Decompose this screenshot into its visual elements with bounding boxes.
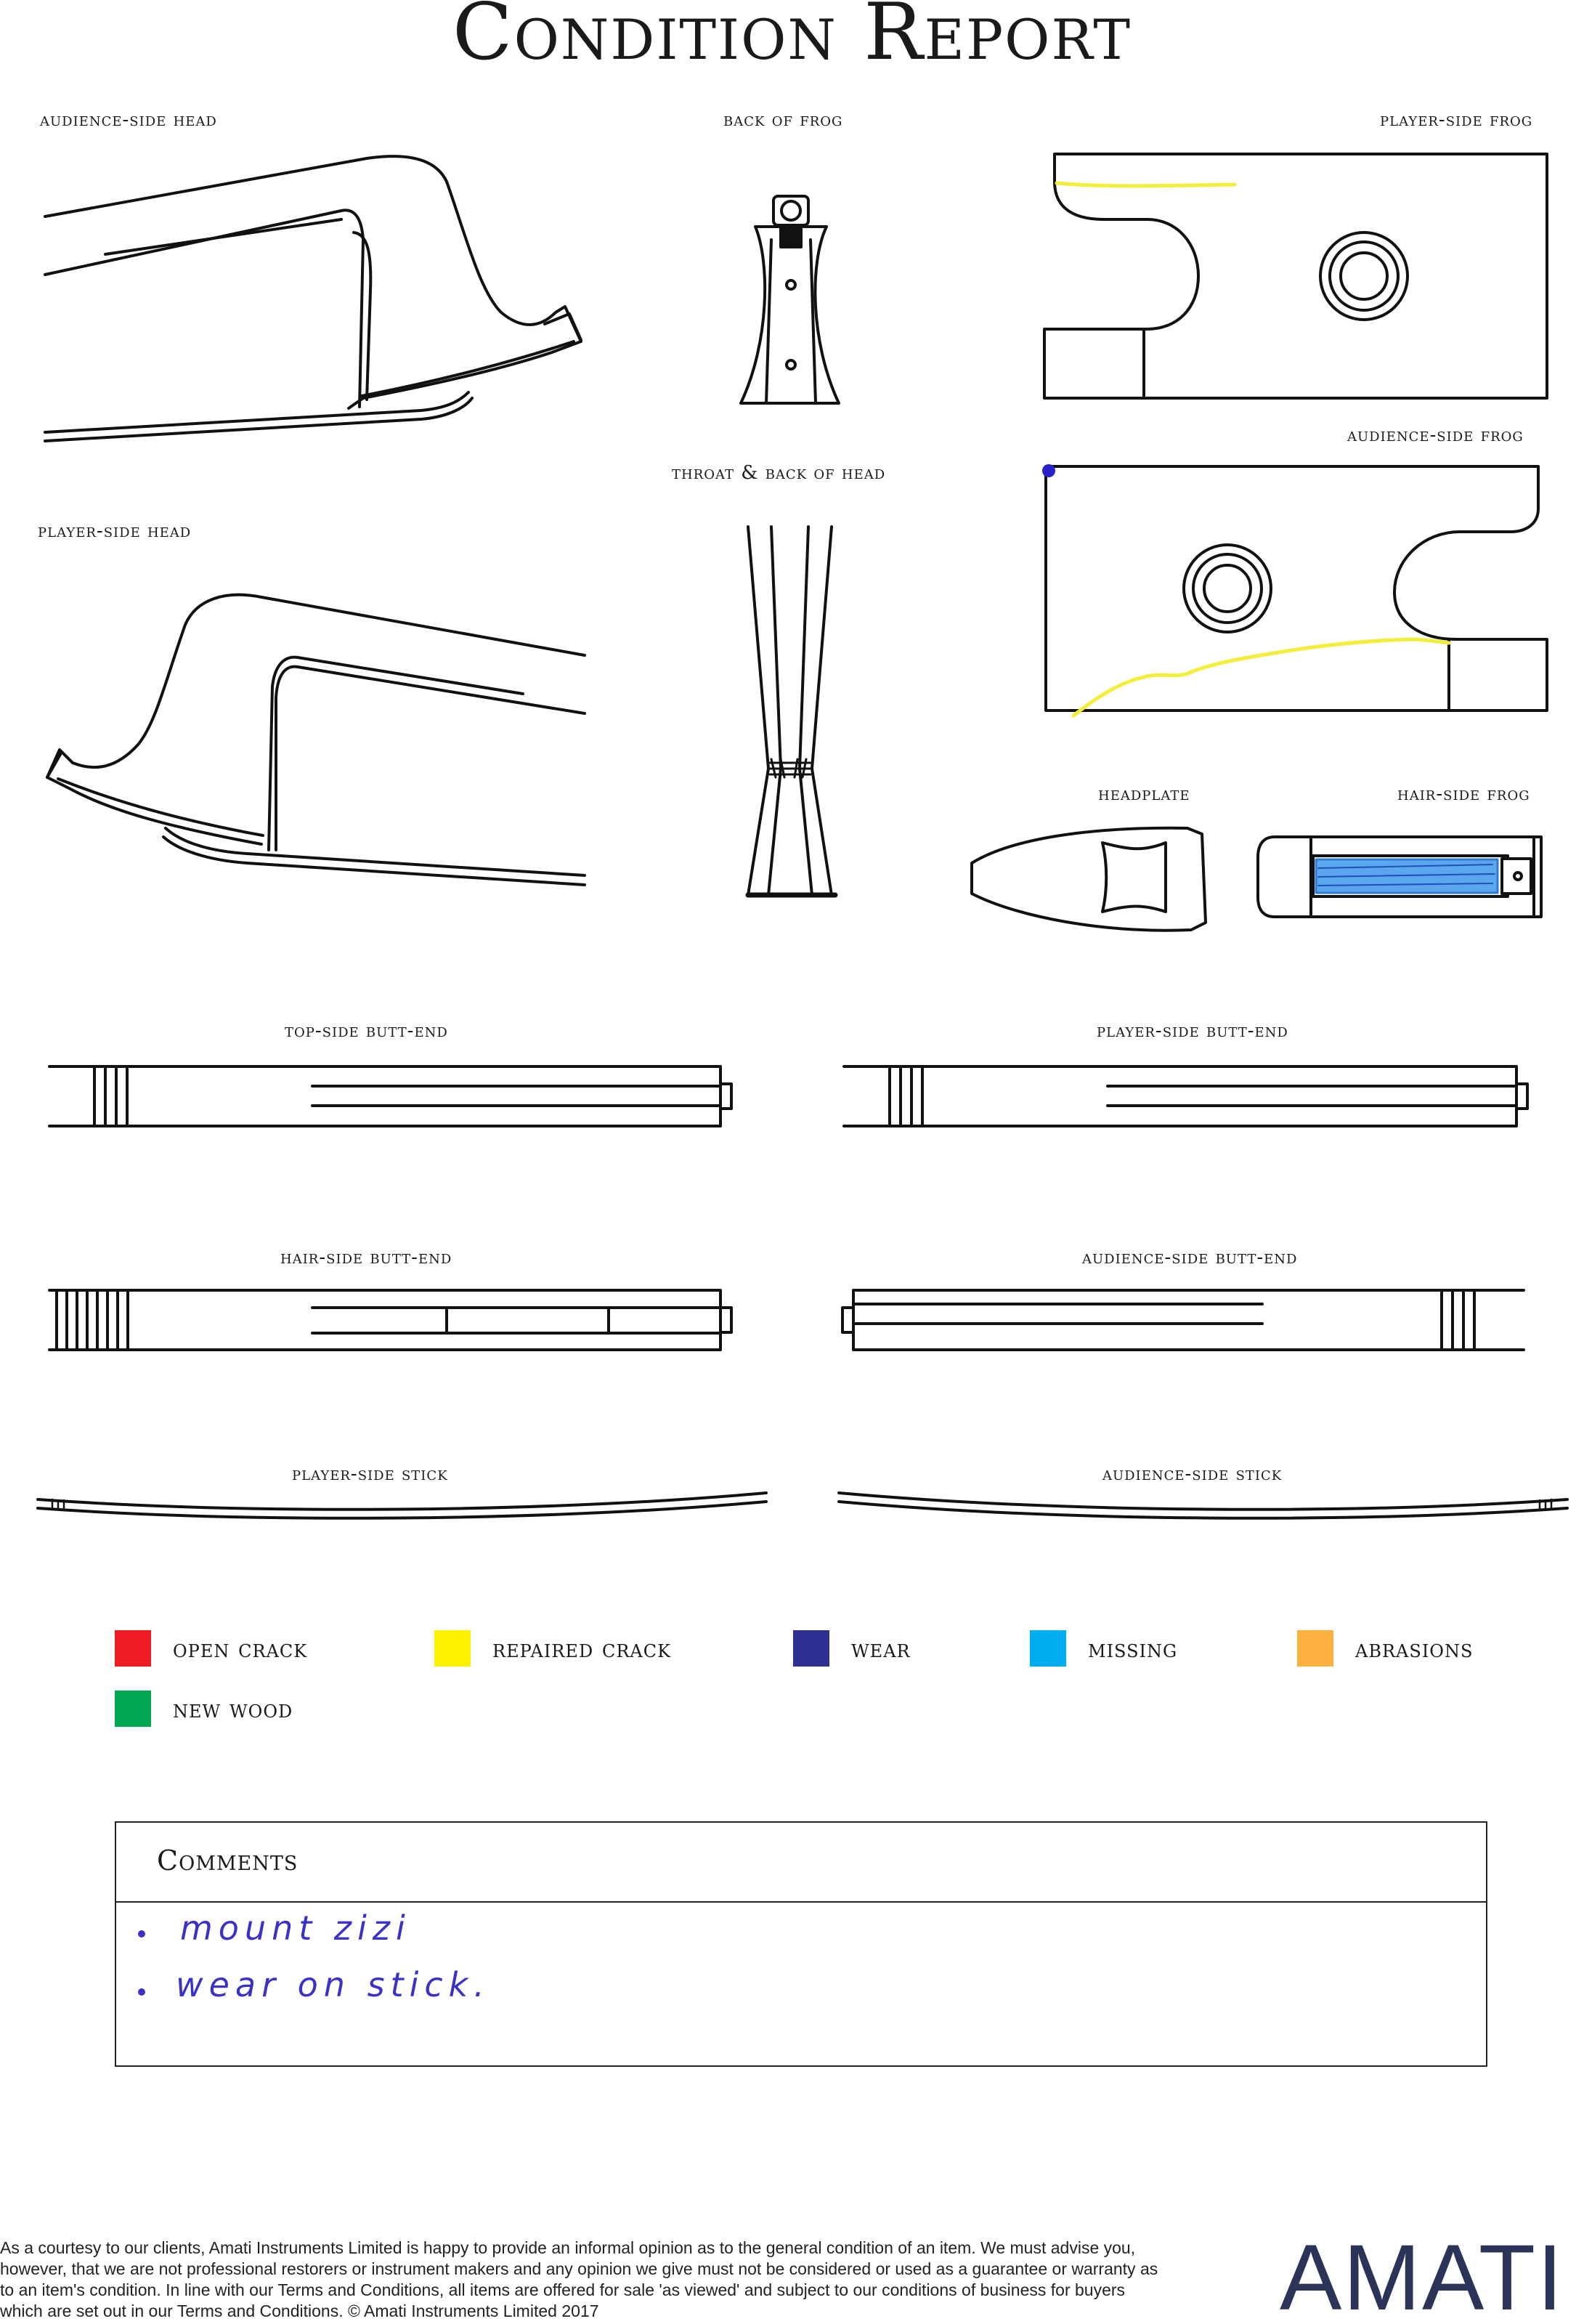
audience-side-head-drawing [45,156,581,441]
comment-entry: mount zizi [180,1908,411,1948]
disclaimer-text: As a courtesy to our clients, Amati Instruments Limited is happy to provide an informal opinion as to the general condition of an item. We must advise you, however, that we are not professional restorers or instrument makers and any opinion we give must not be considered or used as a guarantee or warranty as to an item's condition. In line with our Terms and Conditions, all items are offered for sale 'as viewed' and subject to our conditions of business for buyers which are set out in our Terms and Conditions. © Amati Instruments Limited 2017 [0,2238,1158,2320]
player-side-stick-drawing [38,1493,766,1518]
legend-label-abrasions: abrasions [1355,1635,1474,1664]
legend-label-open-crack: open crack [173,1635,308,1664]
comment-bullet [138,1988,145,1996]
hair-side-frog-drawing [1258,837,1541,917]
label-player-side-frog: player-side frog [1380,109,1533,131]
page-title: Condition Report [452,0,1132,78]
label-audience-side-head: audience-side head [40,109,217,131]
label-player-side-head: player-side head [38,520,192,542]
label-hair-side-frog: hair-side frog [1397,783,1530,805]
audience-side-butt-end-drawing [842,1290,1524,1350]
label-player-side-butt-end: player-side butt-end [1097,1020,1288,1042]
headplate-drawing [972,828,1206,931]
audience-side-frog-drawing [1044,466,1547,716]
label-audience-side-frog: audience-side frog [1347,424,1524,446]
player-side-butt-end-drawing [844,1066,1527,1126]
amati-logo: AMATI [1280,2226,1564,2324]
comment-bullet [138,1930,145,1938]
label-audience-side-butt-end: audience-side butt-end [1082,1247,1298,1268]
comment-entry: wear on stick. [176,1965,490,2004]
legend-label-repaired-crack: repaired crack [492,1635,672,1664]
hair-side-butt-end-drawing [49,1290,731,1350]
throat-back-of-head-drawing [748,527,835,895]
label-back-of-frog: back of frog [723,109,843,131]
legend-swatch-repaired-crack [434,1630,471,1667]
label-audience-side-stick: audience-side stick [1102,1463,1283,1485]
legend-label-wear: wear [851,1635,911,1664]
legend-swatch-new-wood [115,1691,151,1727]
legend-label-new-wood: new wood [173,1695,293,1724]
legend-swatch-wear [793,1630,829,1667]
player-side-head-drawing [47,595,585,885]
legend-swatch-missing [1030,1630,1066,1667]
player-side-frog-drawing [1044,154,1547,398]
label-throat-back-of-head: throat & back of head [672,462,886,484]
label-headplate: headplate [1098,783,1190,805]
comments-box[interactable] [115,1821,1487,2067]
legend-swatch-abrasions [1297,1630,1333,1667]
label-player-side-stick: player-side stick [292,1463,448,1485]
label-top-side-butt-end: top-side butt-end [285,1020,448,1042]
comments-header [116,1823,1486,1903]
back-of-frog-drawing [741,196,839,403]
legend-label-missing: missing [1088,1635,1178,1664]
legend-swatch-open-crack [115,1630,151,1667]
top-side-butt-end-drawing [49,1066,731,1126]
comments-title: Comments [157,1845,298,1876]
audience-side-stick-drawing [839,1493,1567,1518]
label-hair-side-butt-end: hair-side butt-end [280,1247,452,1268]
